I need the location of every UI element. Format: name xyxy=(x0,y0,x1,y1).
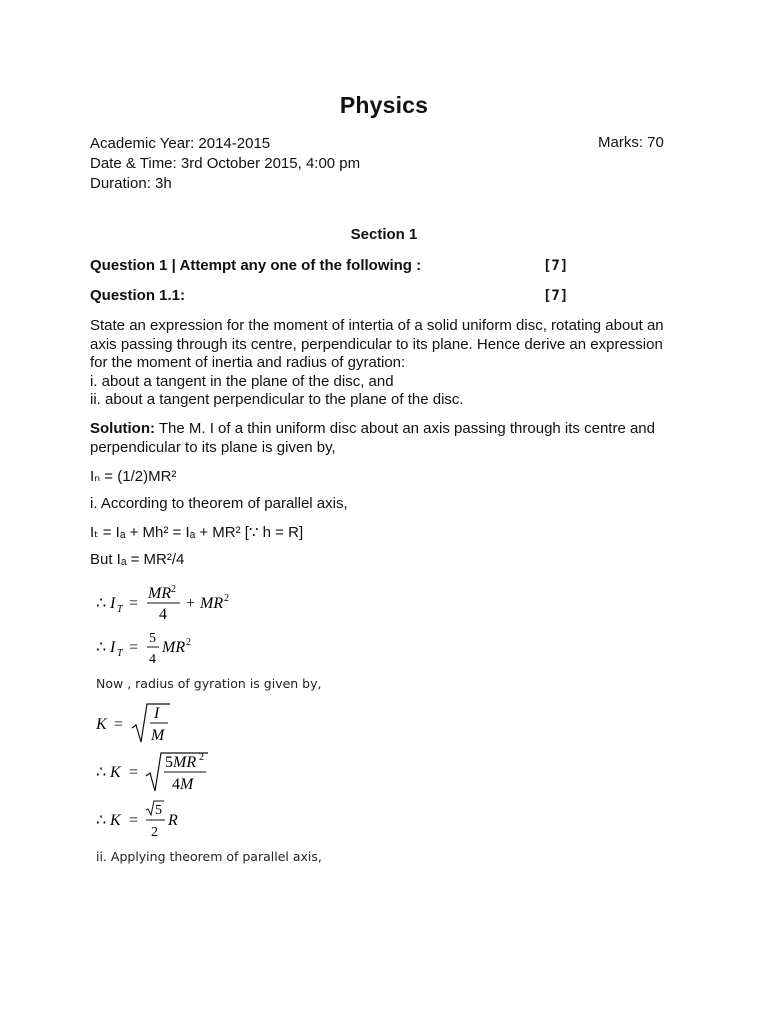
question-line: ii. about a tangent perpendicular to the plane of the disc. xyxy=(90,391,464,409)
svg-text:=: = xyxy=(129,595,139,612)
svg-text:=: = xyxy=(114,716,124,733)
svg-text:I: I xyxy=(110,639,116,656)
question-text xyxy=(90,317,690,410)
svg-text:MR: MR xyxy=(162,639,186,656)
equation-k-result-graphic xyxy=(96,798,216,842)
svg-text:MR: MR xyxy=(200,595,224,612)
svg-text:=: = xyxy=(129,764,139,781)
equation-k-substituted-graphic xyxy=(96,749,246,797)
question-line: axis passing through its centre, perpendicular to its plane. Hence derive an expression xyxy=(90,335,663,353)
question-heading: Question 1 | Attempt any one of the following : xyxy=(90,257,422,274)
total-marks: Marks: 70 xyxy=(598,134,664,151)
svg-text:K: K xyxy=(110,812,121,829)
svg-text:∴: ∴ xyxy=(96,764,107,781)
question-line: i. about a tangent in the plane of the disc, and xyxy=(90,372,394,390)
svg-text:4: 4 xyxy=(159,606,167,623)
svg-text:=: = xyxy=(129,639,139,656)
equation-k-definition xyxy=(96,700,216,748)
question-sub-marks: [7] xyxy=(543,288,569,304)
equation-k-substituted xyxy=(96,749,246,797)
svg-text:2: 2 xyxy=(171,584,176,595)
question-heading-marks: [7] xyxy=(543,258,569,274)
svg-text:2: 2 xyxy=(199,752,204,763)
svg-text:4: 4 xyxy=(149,652,156,667)
svg-text:T: T xyxy=(117,648,123,659)
svg-text:=: = xyxy=(129,812,139,829)
svg-text:4M: 4M xyxy=(172,776,194,793)
parallel-axis-statement: i. According to theorem of parallel axis, xyxy=(90,495,348,512)
svg-text:5MR: 5MR xyxy=(165,754,197,771)
svg-text:2: 2 xyxy=(186,637,191,648)
svg-text:∴: ∴ xyxy=(96,595,107,612)
svg-text:R: R xyxy=(168,812,178,829)
equation-it-sum xyxy=(96,583,266,623)
academic-year: Academic Year: 2014-2015 xyxy=(90,135,271,152)
svg-text:∴: ∴ xyxy=(96,812,107,829)
svg-text:K: K xyxy=(110,764,121,781)
solution-label: Solution: xyxy=(90,420,155,437)
equation-it-result xyxy=(96,627,236,667)
solution-intro-text: perpendicular to its plane is given by, xyxy=(90,438,336,456)
svg-text:M: M xyxy=(151,727,165,744)
page-title: Physics xyxy=(339,92,429,118)
duration: Duration: 3h xyxy=(90,175,172,192)
question-line: State an expression for the moment of intertia of a solid uniform disc, rotating about an xyxy=(90,317,664,334)
svg-text:K: K xyxy=(96,716,107,733)
id-formula: But Iₐ = MR²/4 xyxy=(90,551,185,568)
svg-text:T: T xyxy=(117,604,123,615)
svg-text:I: I xyxy=(154,705,160,722)
svg-text:2: 2 xyxy=(151,825,158,840)
solution-intro xyxy=(90,420,690,457)
svg-text:MR: MR xyxy=(148,585,172,602)
equation-k-definition-graphic xyxy=(96,700,216,748)
svg-text:I: I xyxy=(110,595,116,612)
radius-of-gyration-note: Now , radius of gyration is given by, xyxy=(96,676,322,691)
svg-text:∴: ∴ xyxy=(96,639,107,656)
svg-text:5: 5 xyxy=(149,631,156,646)
equation-it-result-graphic xyxy=(96,627,236,667)
ic-formula: Iₙ = (1/2)MR² xyxy=(90,468,177,485)
parallel-axis-part-two: ii. Applying theorem of parallel axis, xyxy=(96,849,322,864)
question-sub-heading: Question 1.1: xyxy=(90,287,186,304)
it-formula: Iₜ = Iₐ + Mh² = Iₐ + MR² [∵ h = R] xyxy=(90,524,304,541)
question-line: for the moment of inertia and radius of gyration: xyxy=(90,354,406,372)
solution-intro-text: The M. I of a thin uniform disc about an axis passing through its centre and xyxy=(154,420,655,437)
section-title: Section 1 xyxy=(350,226,418,243)
svg-text:+: + xyxy=(186,595,196,612)
date-time: Date & Time: 3rd October 2015, 4:00 pm xyxy=(90,155,361,172)
equation-k-result xyxy=(96,798,216,842)
svg-text:5: 5 xyxy=(155,803,162,818)
svg-text:2: 2 xyxy=(224,593,229,604)
equation-it-sum-graphic xyxy=(96,583,266,623)
